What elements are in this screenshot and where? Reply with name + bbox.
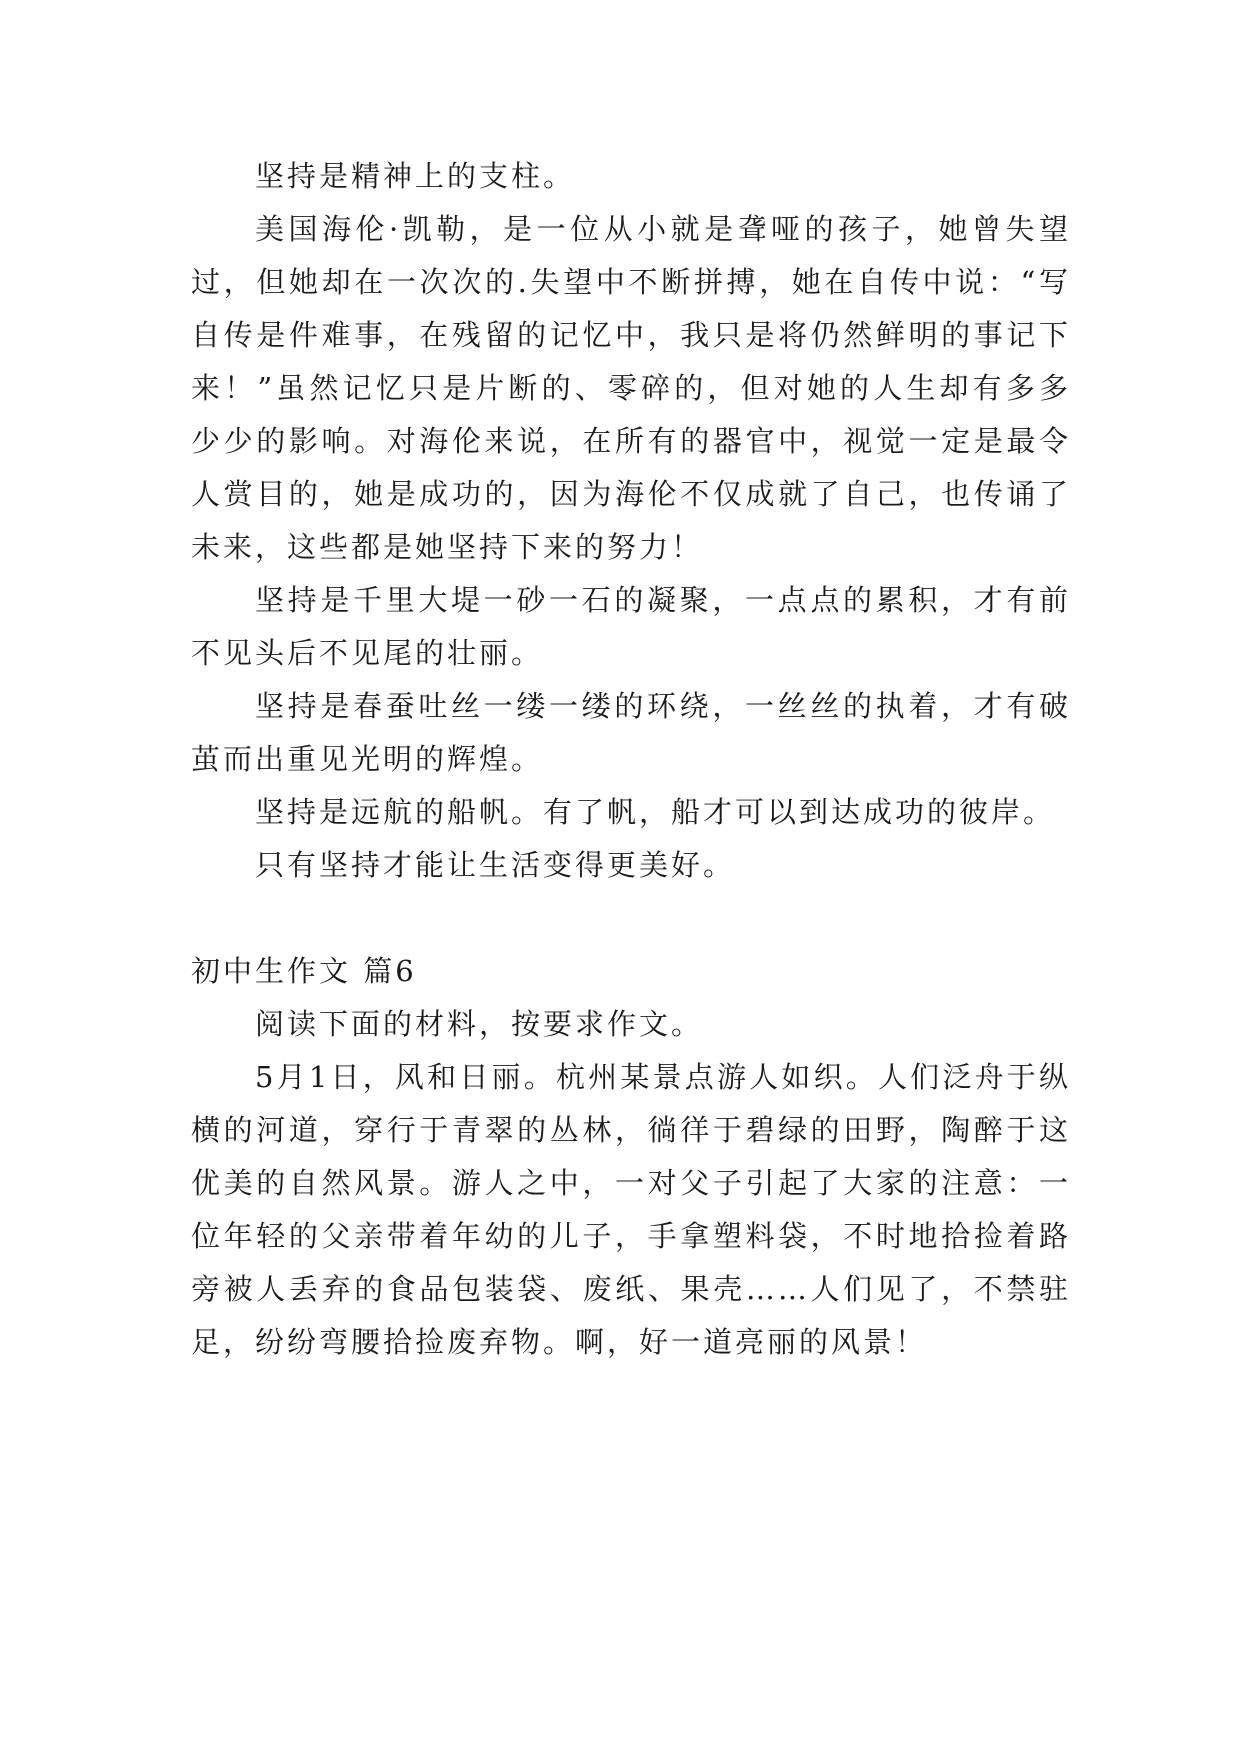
- paragraph: 坚持是千里大堤一砂一石的凝聚，一点点的累积，才有前不见头后不见尾的壮丽。: [191, 583, 1071, 670]
- paragraph: 坚持是精神上的支柱。: [255, 159, 576, 193]
- paragraph: 阅读下面的材料，按要求作文。: [255, 1007, 704, 1041]
- paragraph: 坚持是春蚕吐丝一缕一缕的环绕，一丝丝的执着，才有破茧而出重见光明的辉煌。: [191, 689, 1071, 776]
- document-page: [191, 150, 1071, 1369]
- paragraph: 坚持是远航的船帆。有了帆，船才可以到达成功的彼岸。: [255, 795, 1056, 829]
- paragraph: 美国海伦·凯勒，是一位从小就是聋哑的孩子，她曾失望过，但她却在一次次的.失望中不断拼搏，她在自传中说：“写自传是件难事，在残留的记忆中，我只是将仍然鲜明的事记下来！”虽然记忆只是片断的、零碎的，但对她的人生却有多多少少的影响。对海伦来说，在所有的器官中，视觉一定是最令人赏目的，她是成功的，因为海伦不仅成就了自己，也传诵了未来，这些都是她坚持下来的努力！: [191, 212, 1071, 564]
- paragraph: 5月1日，风和日丽。杭州某景点游人如织。人们泛舟于纵横的河道，穿行于青翠的丛林，徜徉于碧绿的田野，陶醉于这优美的自然风景。游人之中，一对父子引起了大家的注意：一位年轻的父亲带着年幼的儿子，手拿塑料袋，不时地拾捡着路旁被人丢弃的食品包装袋、废纸、果壳……人们见了，不禁驻足，纷纷弯腰拾捡废弃物。啊，好一道亮丽的风景！: [191, 1060, 1071, 1359]
- section-heading: 初中生作文 篇6: [191, 954, 417, 988]
- paragraph: 只有坚持才能让生活变得更美好。: [255, 848, 736, 882]
